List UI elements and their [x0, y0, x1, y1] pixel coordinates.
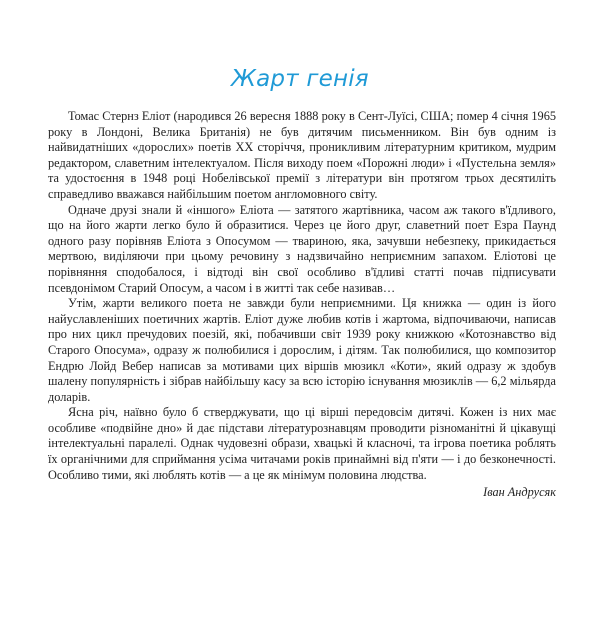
paragraph-1: Томас Стернз Еліот (народився 26 вересня 1888 року в Сент-Луїсі, США; помер 4 січня 1965 року в Лондоні, Велика Британія) не був дитячим письменником. Він був одним із найвидатніших «дорослих» поетів XX сторіччя, проникливим літературним критиком, мудрим редактором, славетним інтелектуалом. Після виходу поем «Порожні люди» і «Пустельна земля» та удостоєння в 1948 році Нобелівської премії з літератури він протягом трьох десятиліть справедливо вважався найбільшим поетом англомовного світу.	[48, 109, 556, 201]
paragraph-4: Ясна річ, наївно було б стверджувати, що ці вірші передовсім дитячі. Кожен із них має особливе «подвійне дно» й дає підстави літературознавцям проводити різноманітні й цікавущі інтелектуальні паралелі. Однак чудовезні образи, хвацькі й класночі, та ігрова поетика роблять їх органічними для сприймання усіма читачами років принаймні від п'яти — і до безконечності. Особливо тими, які люблять котів — а це як мінімум половина людства.	[48, 405, 556, 482]
author-signature: Іван Андрусяк	[483, 485, 556, 500]
paragraph-2: Одначе друзі знали й «іншого» Еліота — затятого жартівника, часом аж такого в'їдливого, що на його жарти легко було й образитися. Через це його друг, славетний поет Езра Паунд одного разу порівняв Еліота з Опосумом — твариною, яка, зачувши небезпеку, прикидається мертвою, виділяючи при цьому речовину з надзвичайно неприємним запахом. Еліотові це порівняння сподобалося, і відтоді він свої особливо в'їдливі статті почав підписувати псевдонімом Старий Опосум, а часом і в житті так себе називав…	[48, 202, 556, 295]
paragraph-3: Утім, жарти великого поета не завжди були неприємними. Ця книжка — один із його найуславленіших поетичних жартів. Еліот дуже любив котів і жартома, відпочиваючи, написав про них цикл пречудових поезій, які, побачивши світ 1939 року книжкою «Котознавство від Старого Опосума», одразу ж полюбилися і дорослим, і дітям. Так полюбилися, що композитор Ендрю Лойд Вебер написав за мотивами цих віршів мюзикл «Коти», який одразу ж здобув шалену популярність і зібрав найбільшу касу за всю історію існування мюзиклів — 6,2 мільярда доларів.	[48, 296, 556, 404]
page-title: Жарт генія	[231, 66, 369, 92]
preface-text	[48, 109, 556, 501]
